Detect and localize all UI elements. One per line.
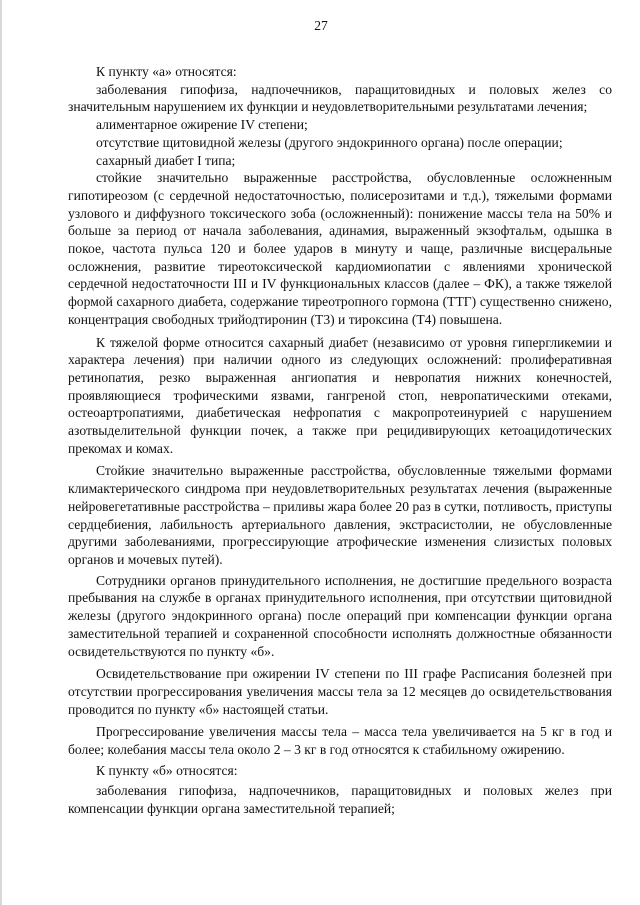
paragraph-employees: Сотрудники органов принудительного исполнения, не достигшие предельного возраста пребывания на службе в органах принудительного исполнения, при отсутствии щитовидной железы (другого эндокринного органа) после операций при компенсации функции органа заместительной терапией и сохраненной способности исполнять должностные обязанности освидетельствуются по пункту «б». xyxy=(68,572,612,659)
page-number: 27 xyxy=(314,18,328,33)
page-body xyxy=(68,63,612,818)
paragraph-obesity-exam: Освидетельствование при ожирении IV степени по III графе Расписания болезней при отсутствии прогрессирования увеличения массы тела за 12 месяцев до освидетельствования проводится по пункту «б» настоящей статьи. xyxy=(68,666,612,717)
paragraph-thyroid-absence: отсутствие щитовидной железы (другого эндокринного органа) после операции; xyxy=(96,134,563,150)
paragraph-compensated-glands: заболевания гипофиза, надпочечников, паращитовидных и половых желез при компенсации функции органа заместительной терапией; xyxy=(68,783,612,817)
paragraph-weight-progression: Прогрессирование увеличения массы тела – масса тела увеличивается на 5 кг в год и более; колебания массы тела около 2 – 3 кг в год относятся к стабильному ожирению. xyxy=(68,724,612,758)
paragraph-item-a-heading: К пункту «а» относятся: xyxy=(96,64,237,79)
paragraph-diabetes-type1: сахарный диабет I типа; xyxy=(96,152,236,168)
paragraph-severe-diabetes: К тяжелой форме относится сахарный диабет (независимо от уровня гипергликемии и характера лечения) при наличии одного из следующих осложнений: пролиферативная ретинопатия, резко выраженная ангиопатия и невропатия нижних конечностей, проявляющиеся трофическими язвами, гангреной стоп, невропатическими отеками, остеоартропатиями, диабетическая нефропатия с макропротеинурией с нарушением азотвыделительной функции почек, а также при рецидивирующих кетоацидотических прекомах и комах. xyxy=(68,334,612,456)
paragraph-endocrine-glands: заболевания гипофиза, надпочечников, паращитовидных и половых желез со значительным нарушением их функции и неудовлетворительными результатами лечения; xyxy=(68,81,612,115)
paragraph-severe-disorders: стойкие значительно выраженные расстройства, обусловленные осложненным гипотиреозом (с сердечной недостаточностью, полисерозитами и т.д.), тяжелыми формами узлового и диффузного токсического зоба (осложненный): понижение массы тела на 50% и больше за период от начала заболевания, адинамия, выраженный экзофтальм, одышка в покое, частота пульса 120 и более ударов в минуту и чаще, различные висцеральные осложнения, развитие тиреотоксической кардиомиопатии с явлениями хронической сердечной недостаточности III и IV функциональных классов (далее – ФК), а также тяжелой формой сахарного диабета, содержание тиреотропного гормона (ТТГ) существенно снижено, концентрация свободных трийодтиронин (Т3) и тироксина (Т4) повышена. xyxy=(68,170,612,327)
paragraph-obesity: алиментарное ожирение IV степени; xyxy=(96,117,308,133)
paragraph-climacteric: Стойкие значительно выраженные расстройства, обусловленные тяжелыми формами климактерического синдрома при неудовлетворительных результатах лечения (выраженные нейровегетативные расстройства – приливы жара более 20 раз в сутки, потливость, приступы сердцебиения, лабильность артериального давления, экстрасистолии, не обусловленные другими заболеваниями, прогрессирующие атрофические изменения слизистых половых органов и мочевых путей). xyxy=(68,463,612,567)
paragraph-item-b-heading: К пункту «б» относятся: xyxy=(96,762,238,778)
